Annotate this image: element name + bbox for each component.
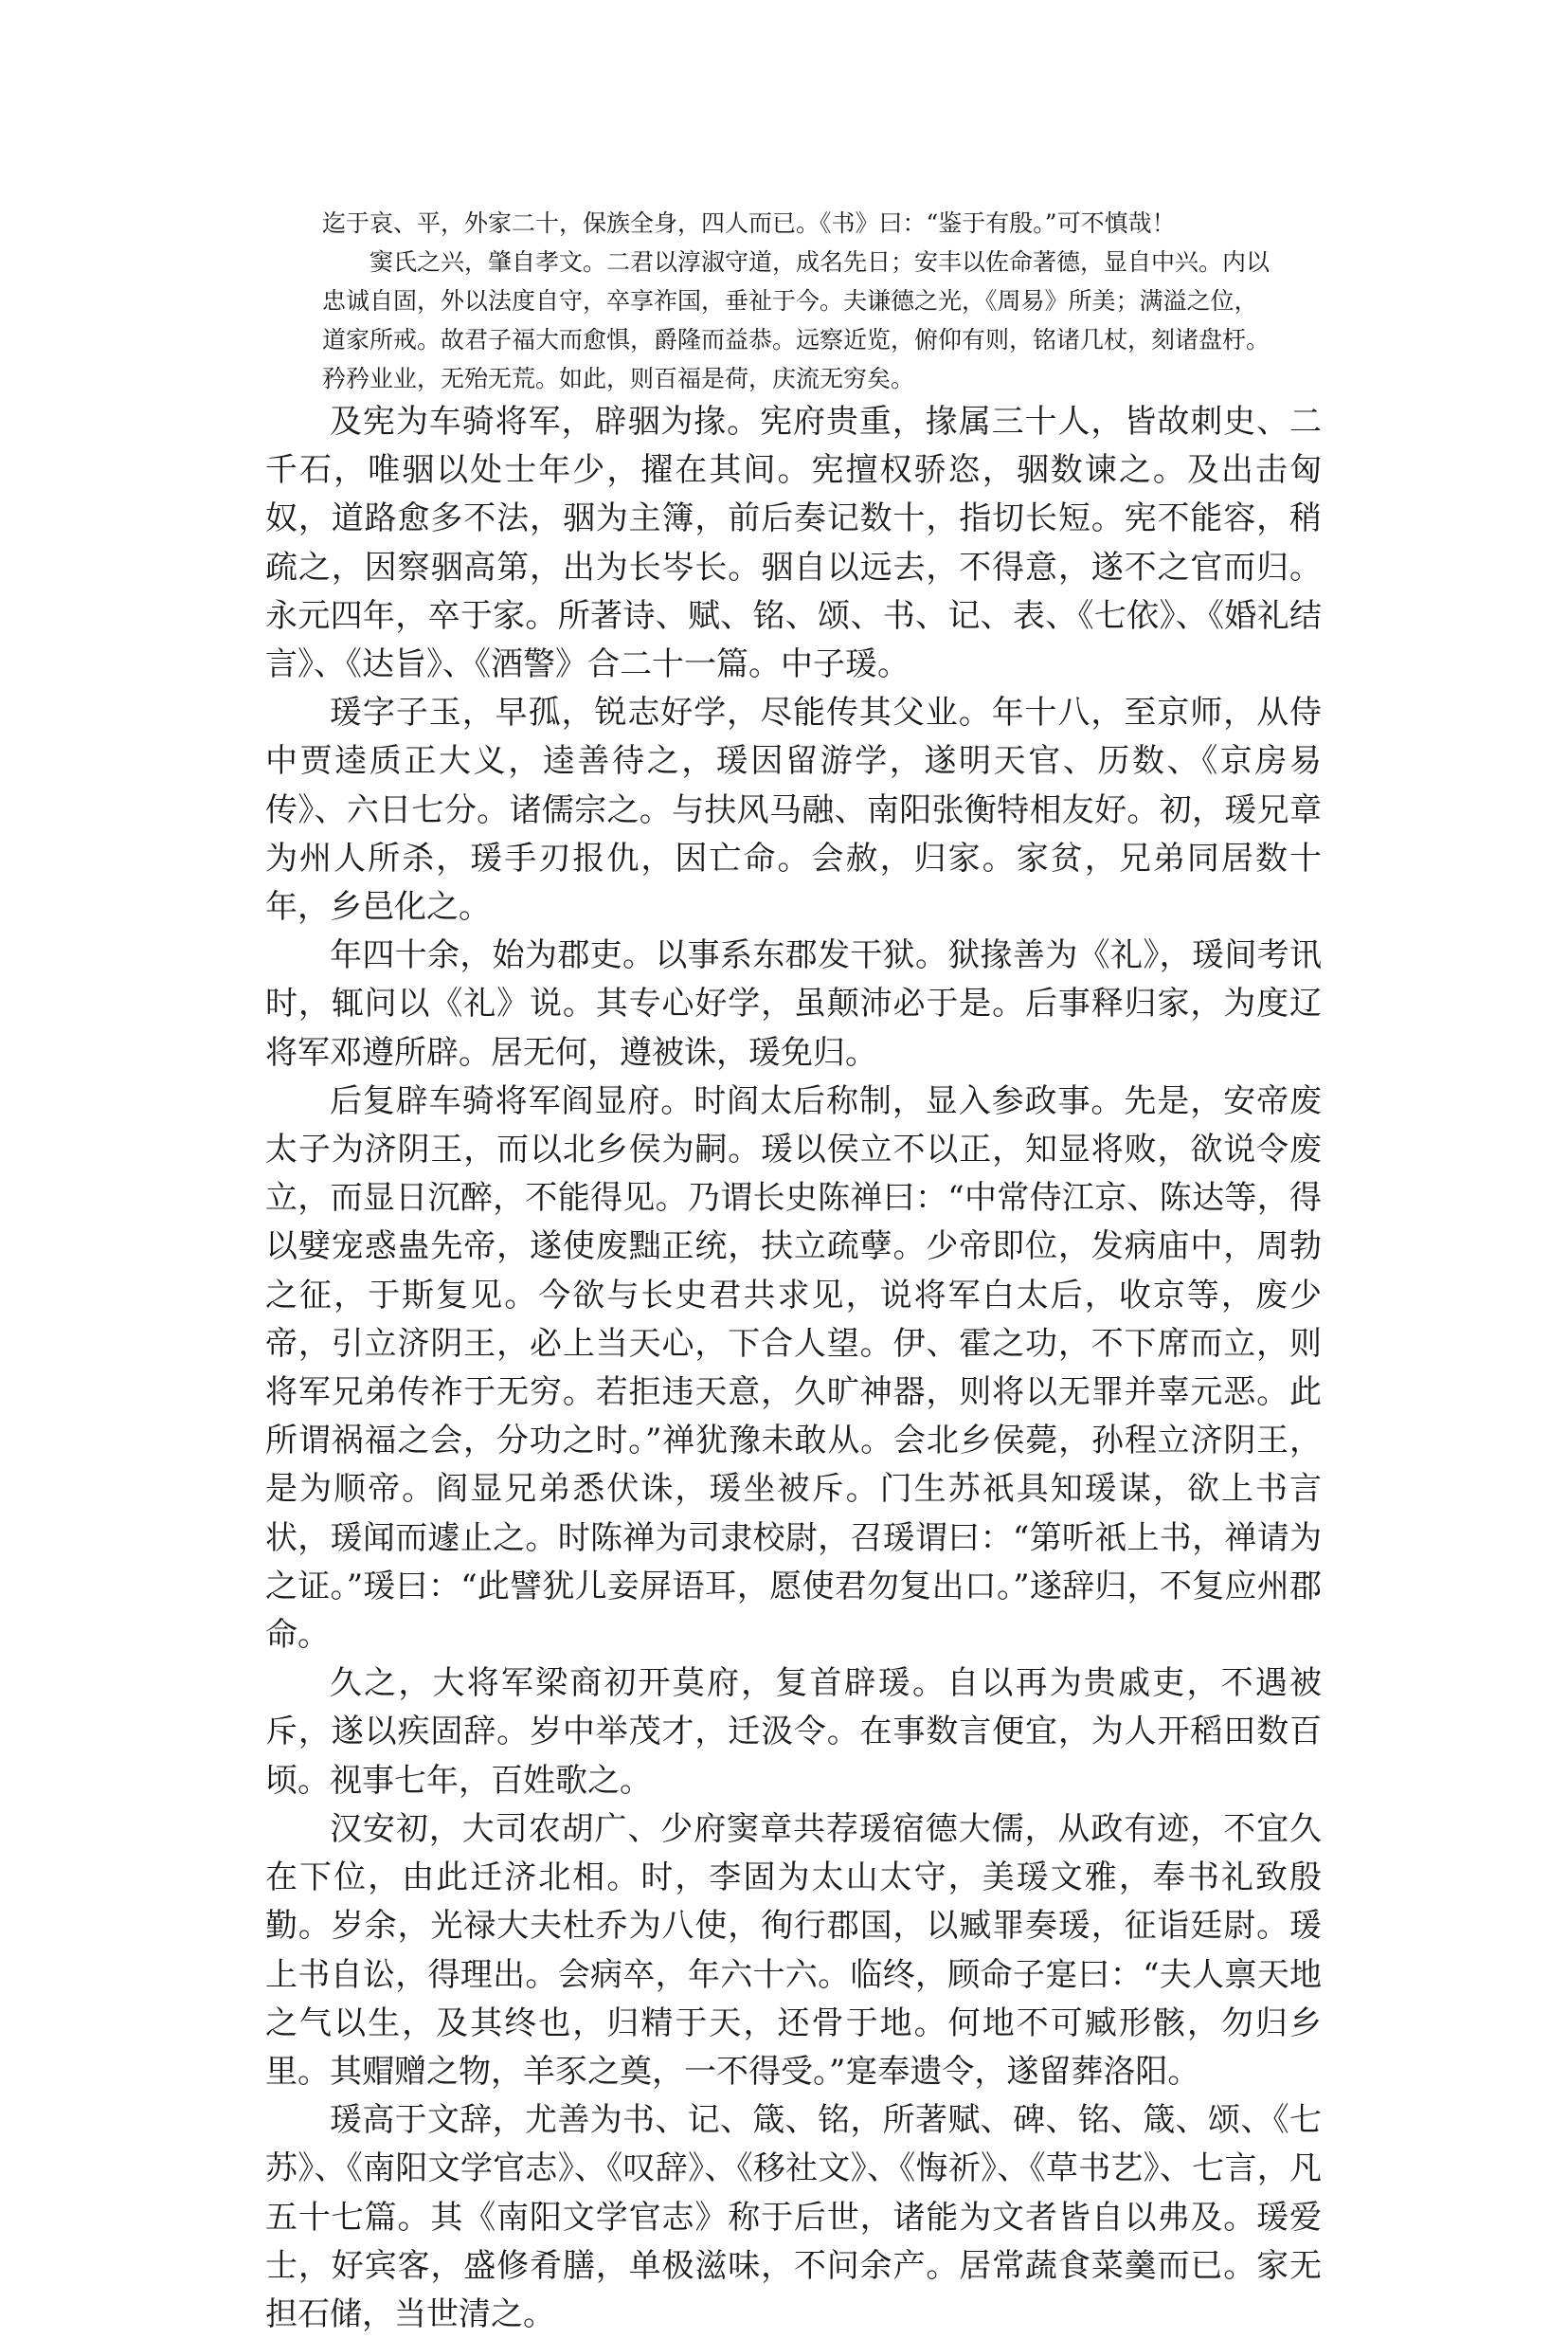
- main-text: [265, 398, 1322, 2339]
- paragraph: 汉安初，大司农胡广、少府窦章共荐瑗宿德大儒，从政有迹，不宜久在下位，由此迁济北相。时，李固为太山太守，美瑗文雅，奉书礼致殷勤。岁余，光禄大夫杜乔为八使，徇行郡国，以臧罪奏瑗，征诣廷尉。瑗上书自讼，得理出。会病卒，年六十六。临终，顾命子寔曰：“夫人禀天地之气以生，及其终也，归精于天，还骨于地。何地不可臧形骸，勿归乡里。其赗赠之物，羊豕之奠，一不得受。”寔奉遗令，遂留葬洛阳。: [265, 1809, 1322, 2091]
- paragraph: 及宪为车骑将军，辟骃为掾。宪府贵重，掾属三十人，皆故刺史、二千石，唯骃以处士年少，擢在其间。宪擅权骄恣，骃数谏之。及出击匈奴，道路愈多不法，骃为主簿，前后奏记数十，指切长短。宪不能容，稍疏之，因察骃高第，出为长岑长。骃自以远去，不得意，遂不之官而归。永元四年，卒于家。所著诗、赋、铭、颂、书、记、表、《七依》、《婚礼结言》、《达旨》、《酒警》合二十一篇。中子瑗。: [265, 403, 1322, 684]
- paragraph: 瑗高于文辞，尤善为书、记、箴、铭，所著赋、碑、铭、箴、颂、《七苏》、《南阳文学官志》、《叹辞》、《移社文》、《悔祈》、《草书艺》、七言，凡五十七篇。其《南阳文学官志》称于后世，诸能为文者皆自以弗及。瑗爱士，好宾客，盛修肴膳，单极滋味，不问余产。居常蔬食菜羹而已。家无担石储，当世清之。: [265, 2101, 1322, 2333]
- paragraph: 年四十余，始为郡吏。以事系东郡发干狱。狱掾善为《礼》，瑗间考讯时，辄问以《礼》说。其专心好学，虽颠沛必于是。后事释归家，为度辽将军邓遵所辟。居无何，遵被诛，瑗免归。: [265, 936, 1322, 1072]
- quoted-excerpt-line: [322, 204, 1270, 243]
- paragraph: 久之，大将军梁商初开莫府，复首辟瑗。自以再为贵戚吏，不遇被斥，遂以疾固辞。岁中举茂才，迁汲令。在事数言便宜，为人开稻田数百顷。视事七年，百姓歌之。: [265, 1664, 1322, 1800]
- excerpt-line-1: 迄于哀、平，外家二十，保族全身，四人而已。《书》曰：“鉴于有殷。”可不慎哉！: [322, 209, 1176, 237]
- paragraph: 后复辟车骑将军阎显府。时阎太后称制，显入参政事。先是，安帝废太子为济阴王，而以北乡侯为嗣。瑗以侯立不以正，知显将败，欲说令废立，而显日沉醉，不能得见。乃谓长史陈禅曰：“中常侍江京、陈达等，得以嬖宠惑蛊先帝，遂使废黜正统，扶立疏孽。少帝即位，发病庙中，周勃之征，于斯复见。今欲与长史君共求见，说将军白太后，收京等，废少帝，引立济阴王，必上当天心，下合人望。伊、霍之功，不下席而立，则将军兄弟传祚于无穷。若拒违天意，久旷神器，则将以无罪并辜元恶。此所谓祸福之会，分功之时。”禅犹豫未敢从。会北乡侯薨，孙程立济阴王，是为顺帝。阎显兄弟悉伏诛，瑗坐被斥。门生苏祇具知瑗谋，欲上书言状，瑗闻而遽止之。时陈禅为司隶校尉，召瑗谓曰：“第听祇上书，禅请为之证。”瑗曰：“此譬犹儿妾屏语耳，愿使君勿复出口。”遂辞归，不复应州郡命。: [265, 1081, 1322, 1655]
- excerpt-paragraph: 窦氏之兴，肇自孝文。二君以淳淑守道，成名先日；安丰以佐命著德，显自中兴。内以忠诚自固，外以法度自守，卒享祚国，垂祉于今。夫谦德之光，《周易》所美；满溢之位，道家所戒。故君子福大而愈惧，爵隆而益恭。远察近览，俯仰有则，铭诸几杖，刻诸盘杅。矜矜业业，无殆无荒。如此，则百福是荷，庆流无穷矣。: [322, 248, 1271, 392]
- quoted-excerpt-block: [322, 243, 1270, 398]
- paragraph: 瑗字子玉，早孤，锐志好学，尽能传其父业。年十八，至京师，从侍中贾逵质正大义，逵善待之，瑗因留游学，遂明天官、历数、《京房易传》、六日七分。诸儒宗之。与扶风马融、南阳张衡特相友好。初，瑗兄章为州人所杀，瑗手刃报仇，因亡命。会赦，归家。家贫，兄弟同居数十年，乡邑化之。: [265, 694, 1322, 927]
